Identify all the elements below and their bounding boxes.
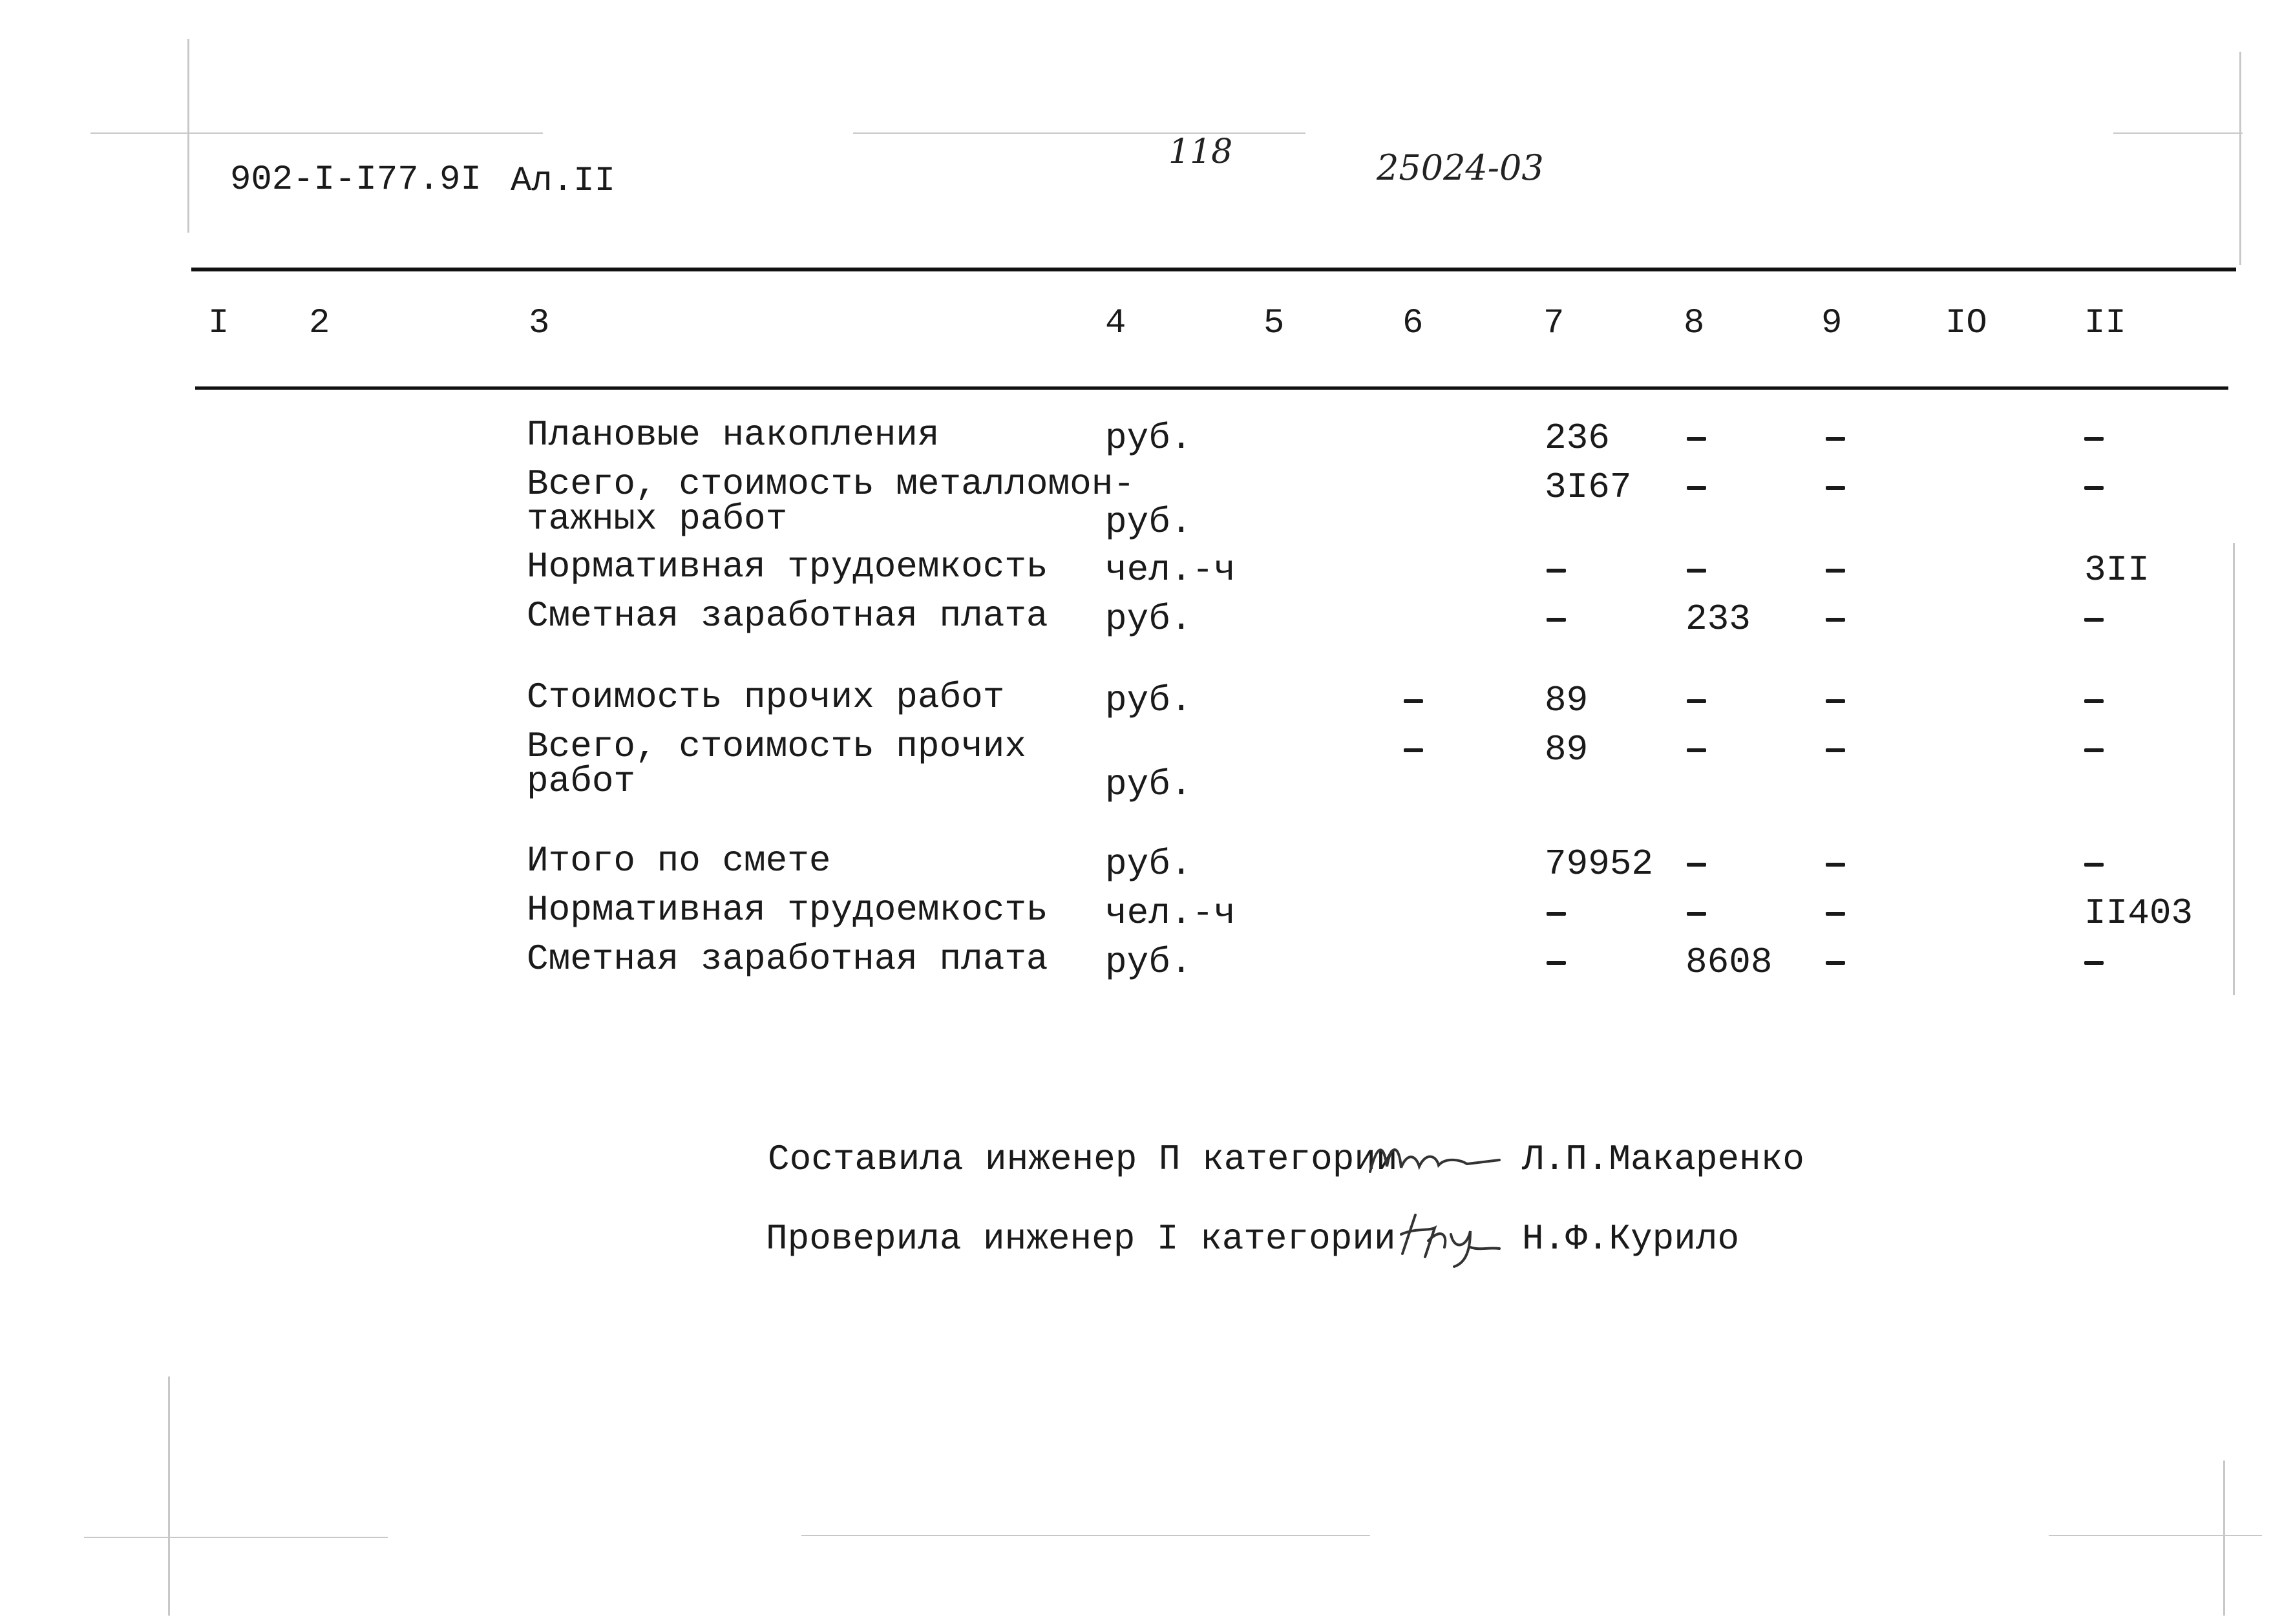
crop-mark <box>187 39 189 233</box>
row-name-continued: тажных работ <box>527 498 788 540</box>
column-number: IO <box>1945 304 1987 343</box>
cell-col11-dash <box>2084 699 2104 703</box>
row-name: Нормативная трудоемкость <box>527 546 1048 587</box>
column-number: 8 <box>1684 304 1705 343</box>
signature-kurilo <box>1389 1202 1506 1273</box>
cell-col7: 79952 <box>1545 843 1654 885</box>
crop-mark <box>90 132 543 134</box>
row-unit: чел.-ч <box>1105 892 1236 934</box>
cell-col6-dash <box>1404 748 1423 752</box>
column-number: 6 <box>1402 304 1424 343</box>
cell-col9-dash <box>1826 699 1845 703</box>
compiled-by-name: Л.П.Макаренко <box>1522 1139 1804 1180</box>
row-name-continued: работ <box>527 761 636 802</box>
checked-by-role: Проверила инженер I категории <box>766 1218 1396 1260</box>
cell-col7: 236 <box>1545 417 1610 459</box>
cell-col11-dash <box>2084 863 2104 867</box>
cell-col7-dash <box>1547 569 1566 573</box>
cell-col11: II403 <box>2084 892 2193 934</box>
table-top-rule <box>191 268 2236 271</box>
row-name: Стоимость прочих работ <box>527 677 1005 718</box>
crop-mark <box>84 1537 388 1538</box>
cell-col11-dash <box>2084 961 2104 965</box>
cell-col8-dash <box>1687 699 1706 703</box>
cell-col11-dash <box>2084 486 2104 490</box>
cell-col9-dash <box>1826 569 1845 573</box>
row-name: Плановые накопления <box>527 414 940 456</box>
column-number: 7 <box>1543 304 1565 343</box>
cell-col8: 233 <box>1685 598 1751 640</box>
cell-col8-dash <box>1687 569 1706 573</box>
cell-col7: 89 <box>1545 729 1589 770</box>
row-name: Всего, стоимость прочих <box>527 726 1026 767</box>
row-name: Итого по смете <box>527 840 831 881</box>
cell-col9-dash <box>1826 748 1845 752</box>
row-unit: руб. <box>1105 598 1192 640</box>
row-unit: руб. <box>1105 680 1192 721</box>
cell-col7-dash <box>1547 618 1566 622</box>
crop-mark <box>801 1535 1370 1536</box>
row-name: Нормативная трудоемкость <box>527 889 1048 931</box>
cell-col11-dash <box>2084 748 2104 752</box>
column-number: 2 <box>309 304 330 343</box>
cell-col9-dash <box>1826 863 1845 867</box>
handwritten-page-number: 118 <box>1168 132 1233 171</box>
cell-col8-dash <box>1687 912 1706 916</box>
cell-col8-dash <box>1687 863 1706 867</box>
row-name: Сметная заработная плата <box>527 938 1048 980</box>
cell-col8: 8608 <box>1685 942 1773 983</box>
cell-col11: 3II <box>2084 549 2150 591</box>
column-number: 9 <box>1821 304 1843 343</box>
cell-col9-dash <box>1826 437 1845 441</box>
crop-mark <box>168 1376 170 1616</box>
cell-col7-dash <box>1547 912 1566 916</box>
cell-col6-dash <box>1404 699 1423 703</box>
checked-by-name: Н.Ф.Курило <box>1522 1218 1740 1260</box>
doc-code: 902-I-I77.9I <box>230 160 481 200</box>
row-unit: руб. <box>1105 501 1192 543</box>
cell-col8-dash <box>1687 748 1706 752</box>
table-header-rule <box>195 386 2228 390</box>
crop-mark <box>2239 52 2241 265</box>
column-number: II <box>2084 304 2126 343</box>
crop-mark <box>2223 1461 2225 1616</box>
row-unit: чел.-ч <box>1105 549 1236 591</box>
row-unit: руб. <box>1105 942 1192 983</box>
crop-mark <box>2233 543 2235 995</box>
row-unit: руб. <box>1105 417 1192 459</box>
cell-col8-dash <box>1687 486 1706 490</box>
column-number: I <box>208 304 229 343</box>
row-name: Сметная заработная плата <box>527 595 1048 637</box>
crop-mark <box>853 132 1305 134</box>
cell-col7: 89 <box>1545 680 1589 721</box>
handwritten-reference: 25024-03 <box>1377 147 1544 188</box>
row-name: Всего, стоимость металломон- <box>527 463 1135 505</box>
crop-mark <box>2049 1535 2262 1536</box>
cell-col9-dash <box>1826 618 1845 622</box>
crop-mark <box>2113 132 2243 134</box>
column-number: 3 <box>529 304 550 343</box>
cell-col7: 3I67 <box>1545 467 1632 508</box>
sheet-label: Ал.II <box>511 162 616 201</box>
column-number: 5 <box>1263 304 1285 343</box>
cell-col7-dash <box>1547 961 1566 965</box>
column-number: 4 <box>1105 304 1126 343</box>
cell-col9-dash <box>1826 912 1845 916</box>
signature-makarenko <box>1364 1128 1506 1186</box>
cell-col8-dash <box>1687 437 1706 441</box>
cell-col11-dash <box>2084 437 2104 441</box>
compiled-by-role: Составила инженер П категории <box>768 1139 1398 1180</box>
cell-col9-dash <box>1826 486 1845 490</box>
row-unit: руб. <box>1105 764 1192 805</box>
row-unit: руб. <box>1105 843 1192 885</box>
cell-col9-dash <box>1826 961 1845 965</box>
cell-col11-dash <box>2084 618 2104 622</box>
